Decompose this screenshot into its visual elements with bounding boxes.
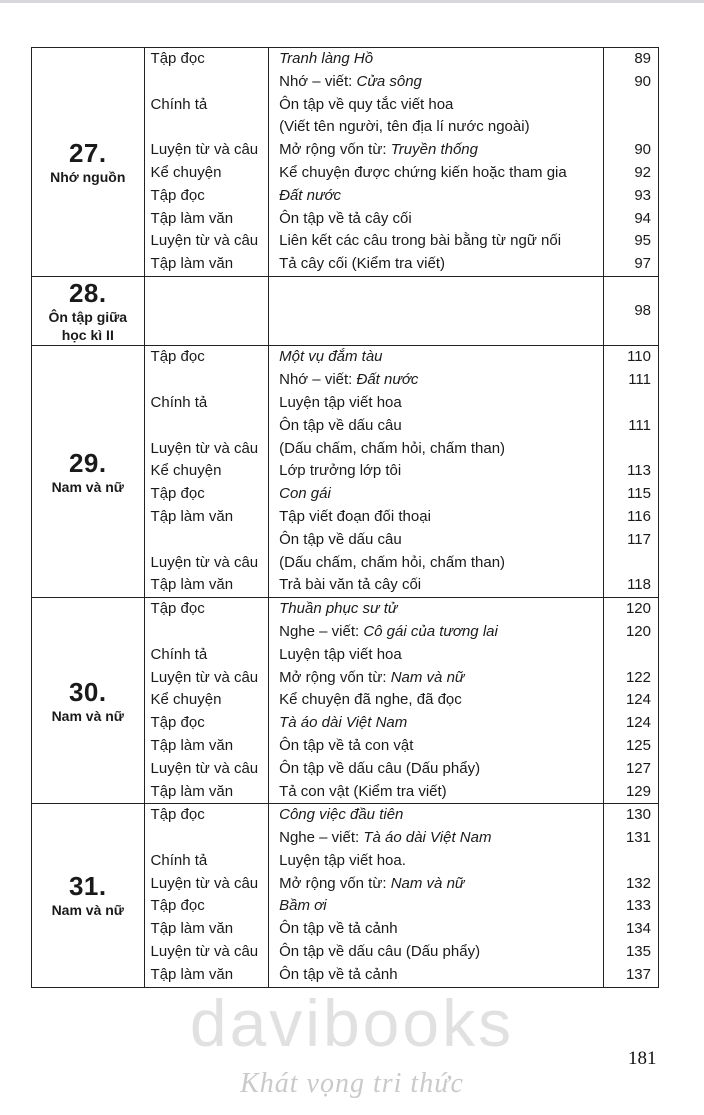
lesson-title [269, 483, 603, 506]
page-ref: 120 [625, 600, 651, 618]
subject-label: Tập đọc [150, 50, 205, 67]
unit-number: 31. [68, 871, 107, 902]
page-ref: 120 [625, 622, 651, 640]
watermark-slogan: Khát vọng tri thức [240, 1068, 464, 1099]
lesson-title [269, 346, 603, 369]
lesson-title [269, 415, 603, 438]
lesson-title [269, 253, 603, 276]
page-ref: 113 [627, 462, 651, 480]
page-ref: 92 [634, 163, 651, 181]
subject-label: Tập đọc [150, 348, 205, 366]
unit-name: học kì II [61, 327, 114, 344]
lesson-title-segment: Cô gái của tương lai [363, 622, 498, 640]
subject-label: Luyện từ và câu [150, 759, 259, 777]
page-ref: 90 [634, 72, 651, 90]
lesson-cell [269, 48, 604, 277]
lesson-title-segment: Tập viết đoạn đối thoại [279, 507, 431, 525]
unit-name: Nhớ nguồn [50, 168, 126, 185]
page-ref: 93 [634, 186, 651, 204]
page-ref [604, 438, 658, 461]
lesson-title-segment: (Dấu chấm, chấm hỏi, chấm than) [279, 553, 506, 571]
lesson-title-segment: Công việc đầu tiên [279, 806, 404, 824]
page-ref [604, 552, 658, 575]
table-of-contents [31, 47, 659, 988]
subject-label [145, 71, 269, 94]
unit-row [32, 276, 659, 345]
lesson-title-segment: Tranh làng Hồ [279, 50, 374, 67]
lesson-title [269, 735, 603, 758]
lesson-title [269, 116, 603, 139]
unit-number: 30. [68, 676, 107, 707]
page-ref: 89 [634, 50, 651, 67]
lesson-title [269, 438, 603, 461]
unit-row [32, 48, 659, 277]
lesson-title-segment: Liên kết các câu trong bài bằng từ ngữ nối [279, 232, 562, 250]
page-ref: 90 [634, 141, 651, 159]
page-ref: 94 [634, 209, 651, 227]
page-ref: 122 [625, 668, 651, 686]
lesson-title [269, 850, 603, 873]
lesson-cell [269, 598, 604, 804]
lesson-title-segment: Tả cây cối (Kiểm tra viết) [279, 255, 445, 273]
subject-label: Chính tả [150, 645, 208, 663]
lesson-title-segment: Ôn tập về tả cảnh [279, 965, 398, 983]
lesson-title-segment: Ôn tập về tả cây cối [279, 209, 412, 227]
page-ref: 124 [625, 691, 651, 709]
subject-label: Luyện từ và câu [150, 553, 259, 571]
lesson-title [269, 552, 603, 575]
subject-label: Chính tả [150, 95, 208, 113]
page-cell [603, 804, 658, 987]
lesson-cell [269, 276, 604, 345]
unit-name: Nam và nữ [51, 478, 124, 495]
lesson-title-segment: Truyền thống [390, 141, 478, 159]
subject-label [145, 415, 269, 438]
unit-number: 27. [68, 137, 107, 168]
subject-label: Tập đọc [150, 600, 205, 618]
page-ref: 135 [625, 943, 651, 961]
lesson-title [269, 918, 603, 941]
unit-row [32, 804, 659, 987]
lesson-title-segment: Nhớ – viết: [279, 72, 357, 90]
page-ref [604, 116, 658, 139]
lesson-title [269, 621, 603, 644]
page-ref: 132 [625, 874, 651, 892]
subject-cell [144, 804, 269, 987]
lesson-title-segment: Bầm ơi [279, 897, 327, 915]
lesson-title-segment: Ôn tập về dấu câu [279, 416, 402, 434]
subject-label [145, 300, 269, 323]
lesson-title-segment: Cửa sông [356, 72, 422, 90]
lesson-title [269, 941, 603, 964]
subject-label [145, 323, 269, 346]
page-cell [603, 346, 658, 598]
unit-row [32, 598, 659, 804]
subject-label [145, 827, 269, 850]
lesson-title [269, 300, 603, 323]
unit-name: Nam và nữ [51, 707, 124, 724]
lesson-title [269, 529, 603, 552]
unit-cell [32, 276, 145, 345]
page-ref: 111 [628, 416, 651, 434]
page-ref: 117 [627, 530, 651, 548]
subject-label: Kể chuyện [150, 691, 222, 709]
lesson-title-segment: Luyện tập viết hoa. [279, 851, 406, 869]
page-cell [603, 598, 658, 804]
lesson-title-segment: Đất nước [279, 186, 342, 204]
lesson-title [269, 323, 603, 346]
unit-cell [32, 48, 145, 277]
page-ref [604, 644, 658, 667]
subject-label: Luyện từ và câu [150, 874, 259, 892]
unit-row [32, 346, 659, 598]
page-ref: 95 [634, 232, 651, 250]
lesson-title [269, 804, 603, 827]
unit-cell [32, 804, 145, 987]
subject-cell [144, 276, 269, 345]
page-cell [603, 276, 658, 345]
subject-label: Luyện từ và câu [150, 668, 259, 686]
lesson-title-segment: Tà áo dài Việt Nam [279, 714, 408, 732]
subject-label: Luyện từ và câu [150, 141, 259, 159]
lesson-title [269, 781, 603, 804]
lesson-title-segment: Ôn tập về dấu câu (Dấu phẩy) [279, 943, 481, 961]
lesson-title-segment: Ôn tập về quy tắc viết hoa [279, 95, 454, 113]
subject-label [145, 277, 269, 300]
subject-label: Tập làm văn [150, 920, 234, 938]
subject-label: Kể chuyện [150, 462, 222, 480]
lesson-title-segment: Ôn tập về dấu câu [279, 530, 402, 548]
lesson-title [269, 689, 603, 712]
subject-label: Tập làm văn [150, 209, 234, 227]
subject-label: Tập làm văn [150, 576, 234, 594]
lesson-title [269, 758, 603, 781]
subject-label: Tập làm văn [150, 736, 234, 754]
top-edge-line [0, 0, 704, 3]
page-ref: 124 [625, 714, 651, 732]
subject-cell [144, 346, 269, 598]
page-ref: 115 [627, 485, 651, 503]
lesson-title-segment: Nam và nữ [390, 668, 465, 686]
lesson-title [269, 506, 603, 529]
subject-label [145, 116, 269, 139]
watermark-brand: davibooks [189, 986, 515, 1060]
lesson-title-segment: Mở rộng vốn từ: [279, 141, 391, 159]
subject-label: Chính tả [150, 393, 208, 411]
page-ref [604, 323, 658, 346]
lesson-title-segment: Con gái [279, 485, 331, 503]
lesson-title-segment: Một vụ đắm tàu [279, 348, 383, 366]
unit-cell [32, 346, 145, 598]
page-ref [604, 94, 658, 117]
unit-name: Nam và nữ [51, 902, 124, 919]
subject-label: Luyện từ và câu [150, 943, 259, 961]
subject-label [145, 529, 269, 552]
subject-label [145, 621, 269, 644]
unit-cell [32, 598, 145, 804]
lesson-title [269, 460, 603, 483]
lesson-title-segment: Đất nước [356, 371, 419, 389]
lesson-title [269, 185, 603, 208]
lesson-title [269, 712, 603, 735]
page-ref: 97 [634, 255, 651, 273]
subject-label: Luyện từ và câu [150, 232, 259, 250]
lesson-title-segment: Ôn tập về tả cảnh [279, 920, 398, 938]
subject-label: Luyện từ và câu [150, 439, 259, 457]
subject-cell [144, 598, 269, 804]
lesson-title [269, 873, 603, 896]
lesson-title [269, 277, 603, 300]
lesson-title-segment: Nam và nữ [390, 874, 465, 892]
lesson-title [269, 895, 603, 918]
unit-number: 28. [68, 278, 107, 309]
page-ref [604, 277, 658, 300]
page-ref: 137 [625, 965, 651, 983]
lesson-title-segment: Trả bài văn tả cây cối [279, 576, 422, 594]
page-ref: 131 [625, 829, 651, 847]
lesson-title-segment: Luyện tập viết hoa [279, 393, 402, 411]
lesson-title-segment: Thuần phục sư tử [279, 600, 398, 618]
subject-label: Tập đọc [150, 806, 205, 824]
lesson-title [269, 667, 603, 690]
page-ref [604, 392, 658, 415]
lesson-title-segment: Kể chuyện được chứng kiến hoặc tham gia [279, 163, 567, 181]
lesson-title [269, 964, 603, 987]
lesson-cell [269, 346, 604, 598]
unit-number: 29. [68, 447, 107, 478]
lesson-title-segment: Kể chuyện đã nghe, đã đọc [279, 691, 462, 709]
lesson-title [269, 230, 603, 253]
page-ref [604, 850, 658, 873]
page-number: 181 [628, 1048, 657, 1069]
subject-cell [144, 48, 269, 277]
page-ref: 134 [625, 920, 651, 938]
lesson-title [269, 598, 603, 621]
lesson-title-segment: Nghe – viết: [279, 622, 364, 640]
lesson-title-segment: Mở rộng vốn từ: [279, 874, 391, 892]
page-cell [603, 48, 658, 277]
lesson-title [269, 644, 603, 667]
subject-label: Tập làm văn [150, 507, 234, 525]
page-ref: 111 [628, 371, 651, 389]
lesson-title-segment: Nhớ – viết: [279, 371, 357, 389]
lesson-title [269, 139, 603, 162]
subject-label: Tập đọc [150, 186, 205, 204]
subject-label: Tập làm văn [150, 255, 234, 273]
lesson-title [269, 827, 603, 850]
lesson-title [269, 392, 603, 415]
subject-label: Tập làm văn [150, 965, 234, 983]
lesson-title-segment: Lớp trưởng lớp tôi [279, 462, 402, 480]
page-ref: 129 [625, 782, 651, 800]
page-ref: 130 [625, 806, 651, 824]
lesson-cell [269, 804, 604, 987]
page-ref: 116 [627, 507, 651, 525]
lesson-title-segment: Ôn tập về dấu câu (Dấu phẩy) [279, 759, 481, 777]
page-ref: 127 [625, 759, 651, 777]
lesson-title [269, 48, 603, 71]
lesson-title [269, 162, 603, 185]
lesson-title [269, 71, 603, 94]
lesson-title-segment: Mở rộng vốn từ: [279, 668, 391, 686]
page-ref: 133 [625, 897, 651, 915]
lesson-title-segment: Ôn tập về tả con vật [279, 736, 414, 754]
lesson-title-segment: Tà áo dài Việt Nam [363, 829, 492, 847]
subject-label: Kể chuyện [150, 163, 222, 181]
page-ref: 118 [627, 576, 651, 594]
subject-label [145, 369, 269, 392]
lesson-title [269, 208, 603, 231]
unit-name: Ôn tập giữa [48, 309, 128, 326]
subject-label: Tập đọc [150, 714, 205, 732]
page-ref: 125 [625, 736, 651, 754]
subject-label: Tập làm văn [150, 782, 234, 800]
lesson-title [269, 94, 603, 117]
page-ref: 110 [627, 348, 651, 366]
lesson-title-segment: Nghe – viết: [279, 829, 364, 847]
lesson-title-segment: Tả con vật (Kiểm tra viết) [279, 782, 447, 800]
lesson-title-segment: (Viết tên người, tên địa lí nước ngoài) [279, 118, 530, 136]
lesson-title-segment: Luyện tập viết hoa [279, 645, 402, 663]
lesson-title [269, 369, 603, 392]
subject-label: Chính tả [150, 851, 208, 869]
subject-label: Tập đọc [150, 485, 205, 503]
toc-body [32, 48, 659, 988]
lesson-title-segment: (Dấu chấm, chấm hỏi, chấm than) [279, 439, 506, 457]
page-ref: 98 [634, 301, 651, 319]
subject-label: Tập đọc [150, 897, 205, 915]
lesson-title [269, 574, 603, 597]
